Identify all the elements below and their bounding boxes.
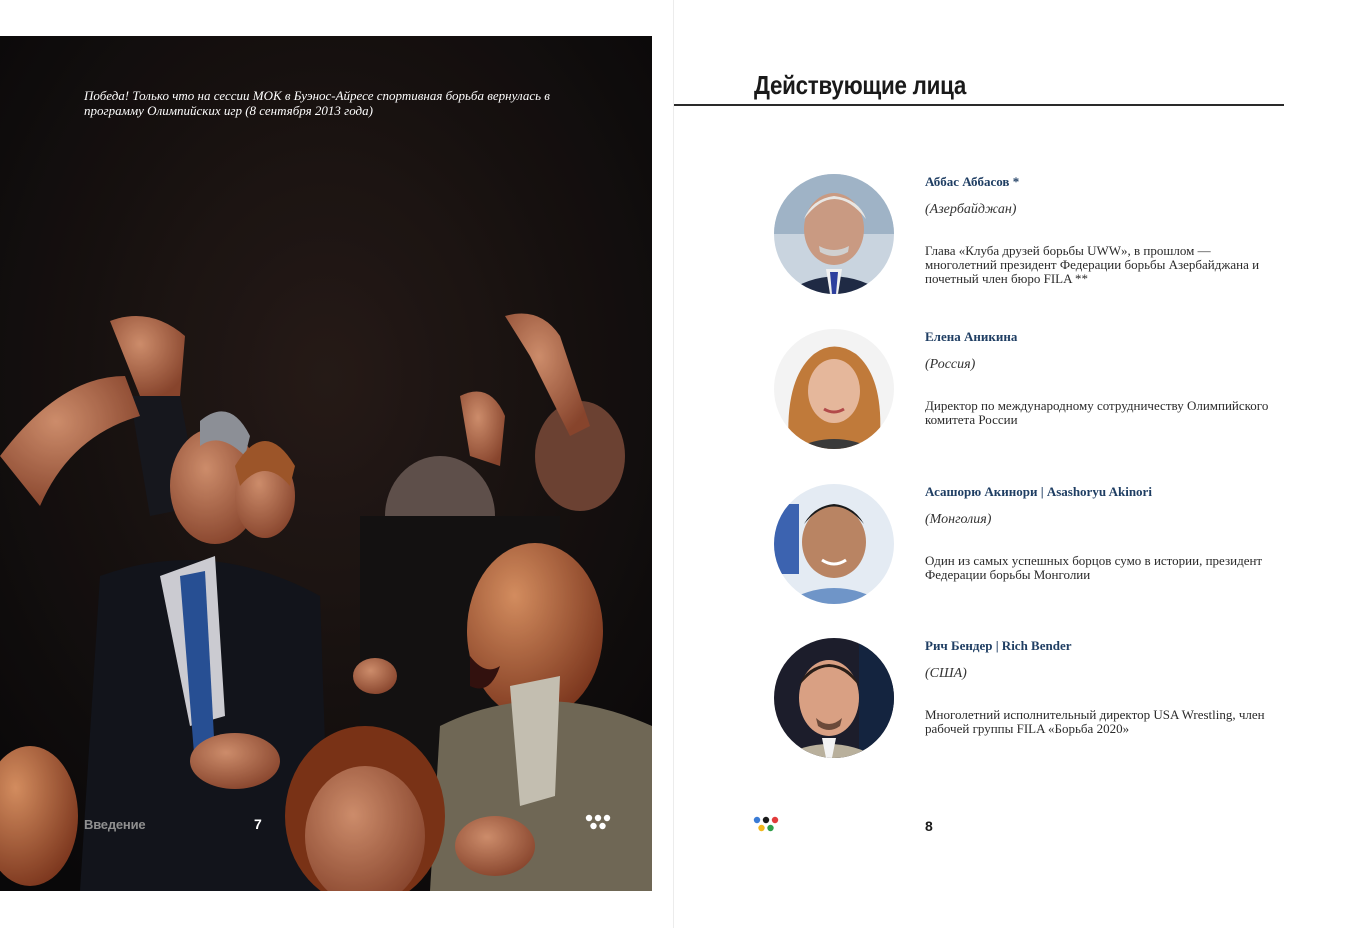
person-card	[774, 484, 1294, 614]
person-country: (Азербайджан)	[925, 202, 1017, 217]
cover-photo	[0, 36, 652, 891]
person-role: Один из самых успешных борцов сумо в истории, президент Федерации борьбы Монголии	[925, 553, 1263, 582]
person-role: Глава «Клуба друзей борьбы UWW», в прошлом — многолетний президент Федерации борьбы Азербайджана и почетный член бюро FILA **	[925, 243, 1260, 286]
person-name: Аббас Аббасов *	[925, 174, 1020, 189]
avatar	[774, 329, 894, 449]
left-page-number: 7	[254, 816, 262, 832]
footer-section-label: Введение	[84, 817, 146, 832]
photo-caption: Победа! Только что на сессии МОК в Буэнос-Айресе спортивная борьба вернулась в программу Олимпийских игр (8 сентября 2013 года)	[84, 88, 550, 118]
person-name: Елена Аникина	[925, 329, 1018, 344]
person-role: Директор по международному сотрудничеству Олимпийского комитета России	[925, 398, 1269, 427]
title-underline	[674, 104, 1284, 106]
person-name: Асашорю Акинори | Asashoryu Akinori	[925, 484, 1152, 499]
union-logo-color-icon	[753, 816, 783, 836]
celebrating-crowd-photo	[0, 36, 652, 891]
page-title: Действующие лица	[754, 70, 967, 100]
person-card	[774, 638, 1294, 768]
avatar	[774, 174, 894, 294]
person-country: (Монголия)	[925, 512, 992, 527]
person-name: Рич Бендер | Rich Bender	[925, 638, 1072, 653]
page-divider	[673, 0, 674, 928]
person-card	[774, 329, 1294, 459]
avatar	[774, 484, 894, 604]
person-country: (Россия)	[925, 357, 976, 372]
right-page-number: 8	[925, 818, 933, 834]
person-card	[774, 174, 1294, 304]
union-logo-white-icon	[585, 814, 615, 834]
avatar	[774, 638, 894, 758]
person-country: (США)	[925, 666, 967, 681]
person-role: Многолетний исполнительный директор USA Wrestling, член рабочей группы FILA «Борьба 2020»	[925, 707, 1265, 736]
